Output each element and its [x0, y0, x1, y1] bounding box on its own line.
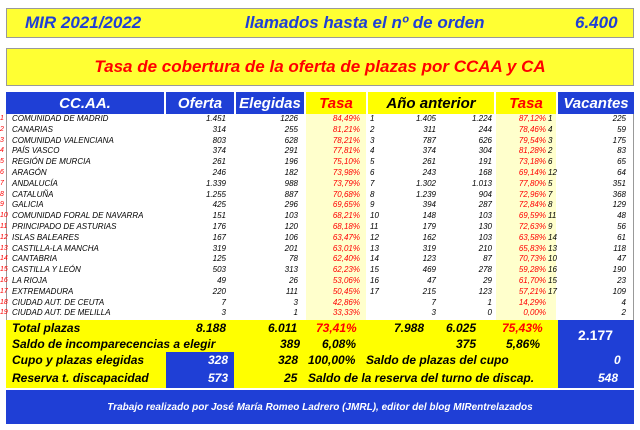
row-tasa: 68,21%	[332, 211, 360, 221]
row-oferta: 151	[212, 211, 226, 221]
row-number: 2	[0, 125, 4, 133]
row-elegidas: 111	[285, 286, 298, 296]
table-row	[0, 232, 634, 244]
row-oferta: 1.255	[205, 189, 226, 199]
cupo-saldo-value: 0	[614, 353, 621, 367]
row-oferta: 314	[212, 124, 226, 134]
row-oferta: 3	[221, 308, 226, 318]
row-prev-elegidas: 626	[478, 135, 492, 145]
row-rank2: 17	[548, 286, 557, 296]
table-row	[0, 222, 634, 233]
row-rank: 7	[370, 178, 375, 188]
row-rank2: 1	[548, 114, 553, 123]
row-number: 15	[0, 266, 8, 274]
cupo-v2: 328	[278, 353, 299, 367]
row-tasa: 50,45%	[332, 286, 360, 296]
cupo-v1: 328	[208, 353, 229, 367]
row-tasa: 73,98%	[332, 168, 360, 177]
row-elegidas: 26	[289, 276, 298, 285]
row-elegidas: 120	[284, 222, 298, 231]
table-row	[0, 200, 634, 211]
reserva-label: Reserva t. discapacidad	[12, 371, 149, 385]
row-ccaa-name: ANDALUCÍA	[12, 178, 58, 188]
row-rank: 1	[370, 114, 375, 123]
row-number: 11	[0, 223, 8, 230]
title-text: Tasa de cobertura de la oferta de plazas por CCAA y CA	[94, 57, 546, 76]
row-prev-tasa: 69,14%	[518, 168, 546, 177]
row-ccaa-name: COMUNIDAD FORAL DE NAVARRA	[12, 211, 144, 221]
row-elegidas: 628	[284, 135, 298, 145]
row-prev-oferta: 3	[431, 308, 436, 318]
row-oferta: 319	[212, 243, 226, 253]
row-rank2: 6	[548, 157, 553, 167]
table-row	[0, 308, 634, 319]
row-rank: 3	[370, 135, 375, 145]
row-prev-elegidas: 29	[483, 276, 492, 285]
totals-prev-oferta: 7.988	[394, 321, 425, 335]
row-vacantes: 48	[617, 211, 626, 221]
row-ccaa-name: EXTREMADURA	[12, 286, 74, 296]
header-center: llamados hasta el nº de orden	[245, 13, 485, 32]
row-vacantes: 47	[617, 254, 626, 264]
row-rank: 16	[370, 276, 379, 285]
row-prev-tasa: 73,18%	[518, 157, 546, 167]
row-prev-oferta: 394	[422, 200, 436, 210]
row-elegidas: 201	[284, 243, 298, 253]
top-header	[6, 8, 634, 38]
row-rank: 11	[370, 222, 379, 231]
row-oferta: 246	[212, 168, 226, 177]
table-row	[0, 178, 634, 190]
row-oferta: 167	[212, 232, 226, 242]
table-row	[0, 265, 634, 276]
row-number: 14	[0, 255, 8, 263]
row-oferta: 7	[221, 297, 226, 307]
row-oferta: 125	[212, 254, 226, 264]
row-rank2: 5	[548, 178, 553, 188]
row-rank: 8	[370, 189, 375, 199]
saldo-prev-pct: 5,86%	[506, 337, 541, 351]
row-elegidas: 988	[284, 178, 298, 188]
totals-tasa: 73,41%	[316, 321, 357, 335]
row-prev-tasa: 0,00%	[523, 308, 546, 318]
row-oferta: 49	[217, 276, 226, 285]
col-ccaa-label: CC.AA.	[59, 94, 111, 112]
row-vacantes: 56	[617, 222, 626, 231]
footer-credit	[6, 390, 634, 424]
header-left: MIR 2021/2022	[25, 13, 142, 32]
row-elegidas: 78	[289, 254, 298, 264]
row-tasa: 69,65%	[332, 200, 360, 210]
row-rank: 14	[370, 254, 379, 264]
row-prev-elegidas: 103	[478, 232, 492, 242]
row-prev-oferta: 215	[422, 286, 436, 296]
row-elegidas: 255	[284, 124, 298, 134]
saldo-value: 389	[280, 337, 301, 351]
col-elegidas-header	[236, 92, 304, 114]
row-ccaa-name: CASTILLA Y LEÓN	[12, 265, 81, 275]
table-row	[0, 189, 634, 201]
footer-text: Trabajo realizado por José María Romeo Ladrero (JMRL), editor del blog MIRentrelazados	[107, 401, 533, 413]
row-oferta: 374	[212, 146, 226, 156]
row-rank2: 10	[548, 254, 557, 264]
row-rank: 5	[370, 157, 375, 167]
row-prev-elegidas: 210	[478, 243, 492, 253]
cupo-saldo-label: Saldo de plazas del cupo	[366, 353, 509, 367]
row-prev-elegidas: 904	[478, 189, 492, 199]
col-prev-header	[368, 92, 494, 114]
row-prev-tasa: 72,84%	[518, 200, 546, 210]
row-tasa: 75,10%	[332, 157, 360, 167]
col-elegidas-label: Elegidas	[239, 94, 301, 112]
cupo-pct: 100,00%	[308, 353, 356, 367]
table-row	[0, 211, 634, 222]
row-prev-tasa: 81,28%	[518, 146, 546, 156]
row-vacantes: 23	[617, 276, 626, 285]
col-oferta-header	[166, 92, 234, 114]
row-vacantes: 59	[617, 124, 626, 134]
col-oferta-label: Oferta	[177, 94, 223, 112]
saldo-label: Saldo de incomparecencias a elegir	[12, 337, 216, 351]
row-prev-oferta: 787	[422, 135, 436, 145]
row-vacantes: 2	[621, 308, 626, 318]
row-rank: 13	[370, 243, 379, 253]
row-prev-elegidas: 87	[483, 254, 492, 264]
row-tasa: 53,06%	[332, 276, 360, 285]
row-number: 18	[0, 298, 8, 306]
table-row	[0, 276, 634, 287]
row-vacantes: 61	[617, 232, 626, 242]
row-rank: 15	[370, 265, 379, 275]
row-prev-oferta: 7	[431, 297, 436, 307]
row-ccaa-name: REGIÓN DE MURCIA	[12, 157, 91, 167]
row-rank: 10	[370, 211, 379, 221]
row-prev-elegidas: 287	[478, 200, 492, 210]
row-number: 19	[0, 309, 8, 317]
row-prev-tasa: 87,12%	[518, 114, 546, 123]
row-ccaa-name: CASTILLA-LA MANCHA	[12, 243, 99, 253]
row-elegidas: 196	[284, 157, 298, 167]
col-vacantes-label: Vacantes	[563, 94, 629, 112]
row-oferta: 803	[212, 135, 226, 145]
row-tasa: 62,23%	[332, 265, 360, 275]
totals-vacantes: 2.177	[578, 327, 614, 343]
row-vacantes: 4	[621, 297, 626, 307]
row-rank2: 16	[548, 265, 557, 275]
row-rank2: 8	[548, 200, 553, 210]
row-prev-tasa: 72,63%	[518, 222, 546, 231]
row-ccaa-name: LA RIOJA	[12, 276, 48, 285]
row-vacantes: 368	[612, 189, 626, 199]
row-prev-tasa: 57,21%	[518, 286, 546, 296]
col-tasa2-label: Tasa	[509, 94, 543, 112]
row-ccaa-name: CIUDAD AUT. DE CEUTA	[12, 297, 105, 307]
table-row	[0, 124, 634, 136]
row-prev-elegidas: 244	[478, 124, 492, 134]
row-prev-oferta: 243	[422, 168, 436, 177]
row-prev-oferta: 123	[422, 254, 436, 264]
row-prev-tasa: 59,28%	[518, 265, 546, 275]
row-rank2: 7	[548, 189, 553, 199]
row-elegidas: 313	[284, 265, 298, 275]
row-prev-tasa: 78,46%	[518, 124, 546, 134]
row-ccaa-name: ARAGÓN	[12, 168, 47, 177]
col-tasa-label: Tasa	[319, 94, 353, 112]
row-tasa: 62,40%	[332, 254, 360, 264]
row-vacantes: 175	[612, 135, 626, 145]
row-tasa: 77,81%	[332, 146, 360, 156]
row-tasa: 78,21%	[332, 135, 360, 145]
col-tasa-header	[306, 92, 366, 114]
cupo-label: Cupo y plazas elegidas	[12, 353, 145, 367]
row-ccaa-name: ISLAS BALEARES	[12, 232, 80, 242]
row-elegidas: 296	[284, 200, 298, 210]
row-prev-tasa: 69,59%	[518, 211, 546, 221]
row-vacantes: 109	[612, 286, 626, 296]
row-oferta: 1.451	[205, 114, 226, 123]
row-number: 9	[0, 201, 4, 209]
row-oferta: 503	[212, 265, 226, 275]
row-vacantes: 118	[613, 243, 626, 253]
row-prev-oferta: 319	[422, 243, 436, 253]
totals-label: Total plazas	[12, 321, 81, 335]
row-rank2: 13	[548, 243, 557, 253]
row-prev-oferta: 179	[422, 222, 436, 231]
row-number: 3	[0, 136, 4, 144]
row-ccaa-name: COMUNIDAD VALENCIANA	[12, 135, 114, 145]
totals-prev-elegidas: 6.025	[446, 321, 477, 335]
col-vacantes-header	[558, 92, 634, 114]
row-number: 10	[0, 212, 8, 220]
row-elegidas: 3	[293, 297, 298, 307]
table-row	[0, 297, 634, 309]
row-tasa: 70,68%	[332, 189, 360, 199]
row-oferta: 261	[212, 157, 226, 167]
row-ccaa-name: CANTABRIA	[12, 254, 58, 264]
row-prev-tasa: 70,73%	[518, 254, 546, 264]
row-elegidas: 103	[284, 211, 298, 221]
row-rank2: 3	[548, 135, 553, 145]
header-right: 6.400	[575, 13, 618, 32]
row-rank2: 15	[548, 276, 557, 285]
row-tasa: 73,79%	[332, 178, 360, 188]
row-vacantes: 225	[612, 114, 626, 123]
row-oferta: 220	[212, 286, 226, 296]
row-rank: 17	[370, 286, 379, 296]
row-ccaa-name: CATALUÑA	[12, 189, 54, 199]
row-prev-oferta: 1.302	[415, 178, 436, 188]
row-tasa: 68,18%	[332, 222, 360, 231]
row-rank2: 4	[548, 124, 553, 134]
row-prev-oferta: 374	[422, 146, 436, 156]
row-ccaa-name: PRINCIPADO DE ASTURIAS	[12, 222, 117, 231]
col-ccaa-header	[6, 92, 164, 114]
row-prev-elegidas: 1.224	[471, 114, 492, 123]
row-number: 12	[0, 233, 8, 241]
row-ccaa-name: PAÍS VASCO	[12, 146, 60, 156]
row-rank2: 11	[548, 211, 557, 221]
reserva-v2: 25	[284, 371, 298, 385]
row-oferta: 1.339	[205, 178, 226, 188]
row-ccaa-name: COMUNIDAD DE MADRID	[12, 114, 109, 123]
row-prev-tasa: 61,70%	[518, 276, 546, 285]
row-tasa: 84,49%	[332, 114, 360, 123]
row-rank: 4	[370, 146, 375, 156]
row-oferta: 425	[212, 200, 226, 210]
row-prev-oferta: 261	[422, 157, 436, 167]
row-prev-elegidas: 168	[478, 168, 492, 177]
row-rank: 6	[370, 168, 375, 177]
table-row	[0, 243, 634, 255]
cupo-saldo-cell	[558, 352, 634, 388]
row-prev-elegidas: 130	[478, 222, 492, 231]
row-vacantes: 83	[617, 146, 626, 156]
row-prev-elegidas: 0	[487, 308, 492, 318]
reserva-saldo-value: 548	[598, 371, 619, 385]
reserva-saldo-label: Saldo de la reserva del turno de discap.	[308, 371, 535, 385]
row-rank: 12	[370, 232, 379, 242]
totals-oferta: 8.188	[196, 321, 227, 335]
totals-elegidas: 6.011	[268, 321, 298, 335]
totals-prev-tasa: 75,43%	[502, 321, 543, 335]
row-prev-oferta: 47	[427, 276, 436, 285]
col-tasa2-header	[496, 92, 556, 114]
row-rank2: 2	[548, 146, 553, 156]
row-rank2: 14	[548, 232, 557, 242]
row-prev-tasa: 63,58%	[518, 232, 546, 242]
row-vacantes: 190	[612, 265, 626, 275]
row-vacantes: 351	[612, 178, 626, 188]
row-number: 8	[0, 190, 4, 198]
row-number: 7	[0, 179, 4, 187]
table-row	[0, 135, 634, 147]
row-prev-elegidas: 1.013	[471, 178, 492, 188]
row-number: 4	[0, 147, 4, 155]
row-elegidas: 182	[284, 168, 298, 177]
row-prev-elegidas: 278	[478, 265, 492, 275]
row-vacantes: 65	[617, 157, 626, 167]
row-number: 1	[0, 115, 4, 122]
row-vacantes: 129	[612, 200, 626, 210]
row-ccaa-name: GALICIA	[12, 200, 44, 210]
row-vacantes: 64	[617, 168, 626, 177]
table-row	[0, 168, 634, 179]
row-prev-elegidas: 191	[478, 157, 492, 167]
saldo-pct: 6,08%	[322, 337, 357, 351]
row-prev-elegidas: 103	[478, 211, 492, 221]
row-number: 17	[0, 287, 8, 295]
row-elegidas: 291	[284, 146, 298, 156]
row-rank: 2	[370, 124, 375, 134]
row-elegidas: 887	[284, 189, 298, 199]
table-title	[6, 48, 634, 86]
row-prev-oferta: 1.405	[415, 114, 436, 123]
reserva-v1: 573	[208, 371, 229, 385]
row-prev-oferta: 469	[422, 265, 436, 275]
row-tasa: 81,21%	[332, 124, 360, 134]
row-elegidas: 1226	[280, 114, 298, 123]
row-rank2: 12	[548, 168, 557, 177]
row-tasa: 63,01%	[332, 243, 360, 253]
row-tasa: 63,47%	[332, 232, 360, 242]
row-rank2: 9	[548, 222, 553, 231]
saldo-prev-value: 375	[456, 337, 477, 351]
row-ccaa-name: CIUDAD AUT. DE MELILLA	[12, 308, 111, 318]
row-number: 5	[0, 158, 4, 166]
row-prev-tasa: 72,96%	[518, 189, 546, 199]
table-row	[0, 146, 634, 157]
table-row	[0, 114, 634, 125]
row-oferta: 176	[212, 222, 226, 231]
table-row	[0, 286, 634, 298]
row-elegidas: 106	[284, 232, 298, 242]
row-prev-tasa: 79,54%	[518, 135, 546, 145]
table-row	[0, 254, 634, 265]
row-prev-oferta: 311	[423, 124, 436, 134]
row-number: 6	[0, 169, 4, 176]
table-row	[0, 157, 634, 168]
row-prev-elegidas: 304	[478, 146, 492, 156]
row-prev-tasa: 65,83%	[518, 243, 546, 253]
row-tasa: 33,33%	[332, 308, 360, 318]
row-prev-elegidas: 1	[487, 297, 492, 307]
row-number: 13	[0, 244, 8, 252]
row-prev-oferta: 162	[422, 232, 436, 242]
row-ccaa-name: CANARIAS	[12, 124, 53, 134]
row-rank: 9	[370, 200, 375, 210]
row-prev-oferta: 148	[422, 211, 436, 221]
row-prev-tasa: 77,80%	[518, 178, 546, 188]
row-elegidas: 1	[293, 308, 298, 318]
row-tasa: 42,86%	[332, 297, 360, 307]
row-number: 16	[0, 277, 8, 284]
col-prev-label: Año anterior	[386, 94, 476, 112]
row-prev-oferta: 1.239	[415, 189, 436, 199]
row-prev-elegidas: 123	[478, 286, 492, 296]
row-prev-tasa: 14,29%	[518, 297, 546, 307]
